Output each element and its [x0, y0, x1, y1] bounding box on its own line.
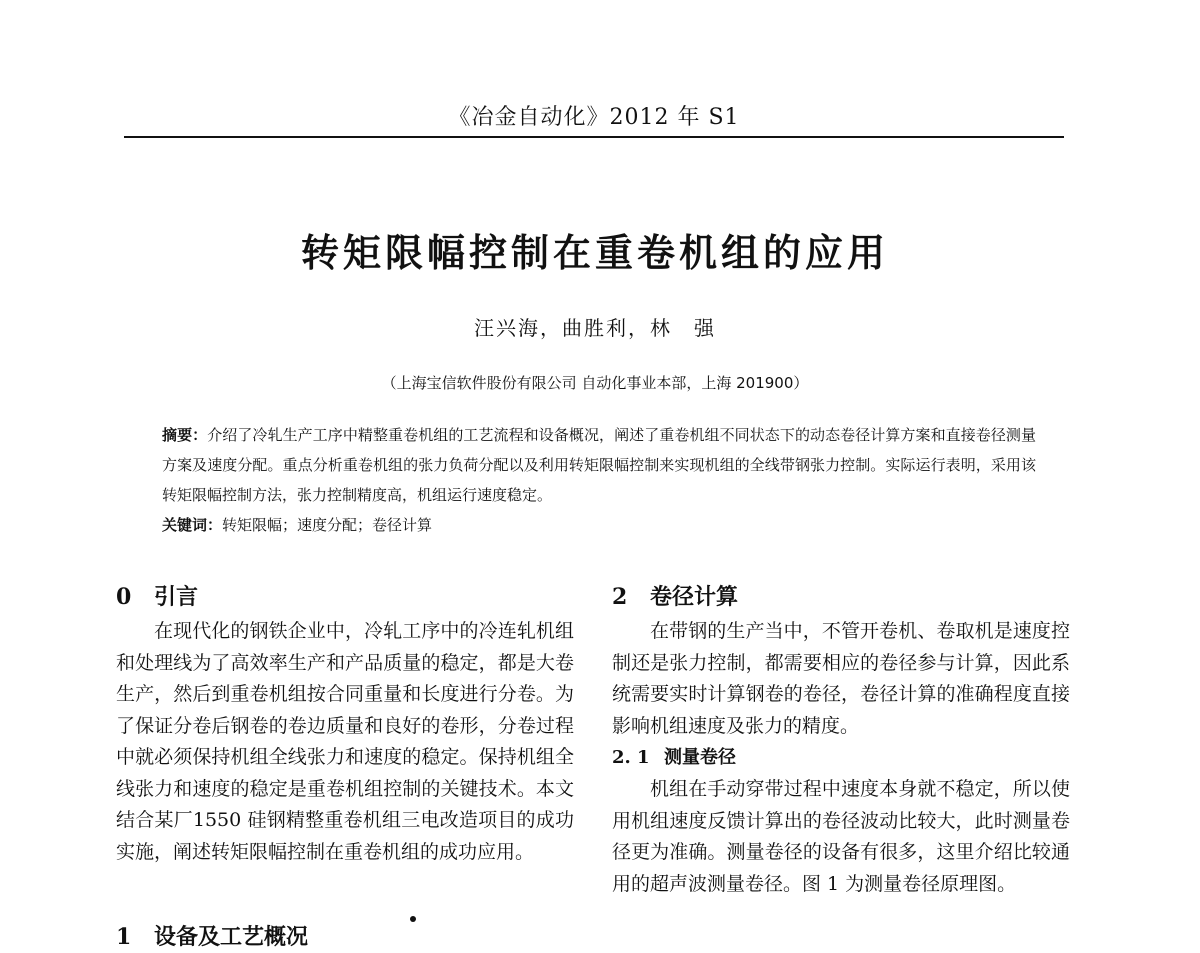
journal-header: 《冶金自动化》2012 年 S1 [448, 105, 740, 130]
keywords [162, 510, 1036, 540]
right-column [612, 578, 1070, 900]
intro-paragraph: 在现代化的钢铁企业中，冷轧工序中的冷连轧机组和处理线为了高效率生产和产品质量的稳定，都是大卷生产，然后到重卷机组按合同重量和长度进行分卷。为了保证分卷后钢卷的卷边质量和良好的卷形，分卷过程中就必须保持机组全线张力和速度的稳定。保持机组全线张力和速度的稳定是重卷机组控制的关键技术。本文结合某厂1550 硅钢精整重卷机组三电改造项目的成功实施，阐述转矩限幅控制在重卷机组的成功应用。 [116, 620, 574, 863]
authors: 汪兴海，曲胜利，林 强 [474, 316, 716, 340]
diameter-paragraph: 在带钢的生产当中，不管开卷机、卷取机是速度控制还是张力控制，都需要相应的卷径参与计算，因此系统需要实时计算钢卷的卷径，卷径计算的准确程度直接影响机组速度及张力的精度。 [612, 620, 1070, 737]
subsection-number: 2. 1 [612, 747, 650, 768]
section-number: 0 [116, 584, 132, 610]
section-number: 1 [116, 924, 132, 950]
section-title: 卷径计算 [650, 585, 739, 610]
section-heading-equipment [116, 922, 308, 953]
paper-title: 转矩限幅控制在重卷机组的应用 [300, 231, 889, 275]
subsection-title: 测量卷径 [664, 747, 736, 768]
abstract-label: 摘要： [162, 426, 208, 444]
section-heading-diameter [612, 578, 1070, 616]
left-column [116, 578, 574, 868]
measure-paragraph: 机组在手动穿带过程中速度本身就不稳定，所以使用机组速度反馈计算出的卷径波动比较大，此时测量卷径更为准确。测量卷径的设备有很多，这里介绍比较通用的超声波测量卷径。图 1 为测量卷径原理图。 [612, 778, 1070, 895]
keywords-text: 转矩限幅；速度分配；卷径计算 [222, 516, 433, 534]
header-rule [124, 136, 1064, 138]
affiliation: （上海宝信软件股份有限公司 自动化事业本部，上海 201900） [381, 374, 809, 392]
subsection-heading-measure [612, 742, 1070, 774]
keywords-label: 关键词： [162, 516, 223, 534]
stray-dot [410, 916, 416, 922]
section-heading-intro [116, 578, 574, 616]
section-number: 2 [612, 584, 628, 610]
section-title: 引言 [154, 585, 199, 610]
abstract-text: 介绍了冷轧生产工序中精整重卷机组的工艺流程和设备概况，阐述了重卷机组不同状态下的动态卷径计算方案和直接卷径测量方案及速度分配。重点分析重卷机组的张力负荷分配以及利用转矩限幅控制来实现机组的全线带钢张力控制。实际运行表明，采用该转矩限幅控制方法，张力控制精度高，机组运行速度稳定。 [162, 426, 1036, 504]
section-title: 设备及工艺概况 [154, 925, 309, 950]
abstract [162, 420, 1036, 510]
